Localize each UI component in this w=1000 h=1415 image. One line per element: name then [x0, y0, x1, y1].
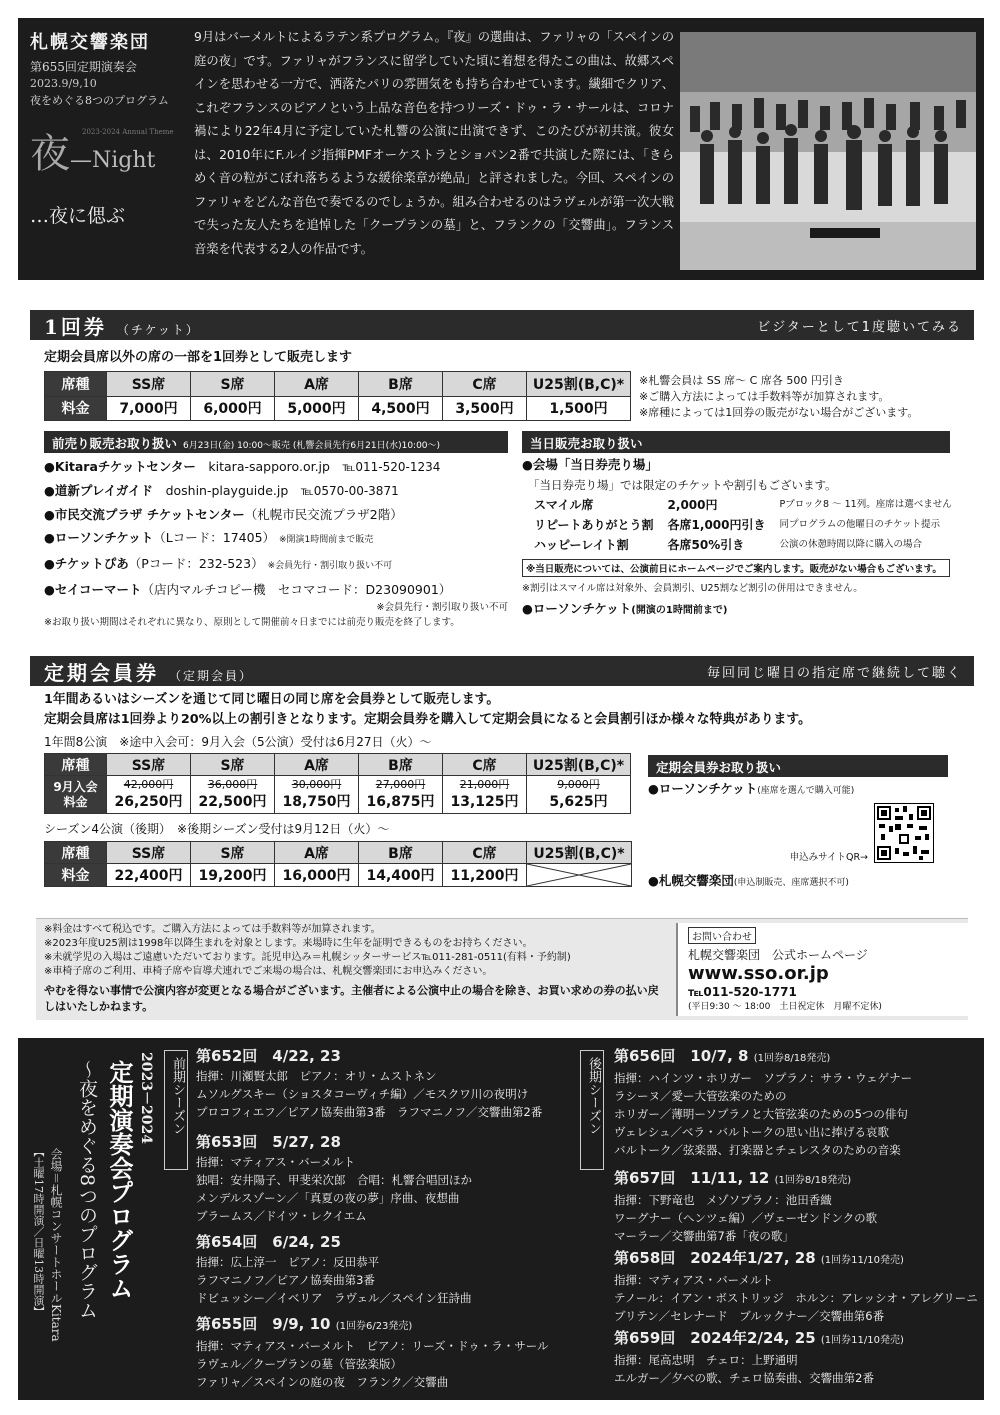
tagline: …夜に偲ぶ [30, 205, 126, 227]
concert-line: ラヴェル／クープランの墓（管弦楽版） [196, 1357, 402, 1371]
presale-title: 前売り販売お取り扱い [52, 436, 178, 451]
member-handling-lawson: ●ローソンチケット(座席を選んで購入可能) [648, 781, 855, 796]
member-notes-box [36, 918, 968, 1020]
program-times: 【土曜17時開演／日曜13時開演】 [32, 1146, 45, 1317]
seat-a: A席 [275, 754, 359, 776]
concert-657 [614, 1168, 877, 1245]
seat-c: C席 [443, 372, 527, 397]
dayof-venue: ●会場「当日券売り場」 [522, 457, 658, 472]
doshin-url-link[interactable]: doshin-playguide.jp [165, 483, 289, 498]
concert-line: ブリテン／セレナード ブルックナー／交響曲第6番 [614, 1309, 885, 1323]
single-price-notes [639, 371, 918, 421]
presale-item-plaza: ●市民交流プラザ チケットセンター（札幌市民交流プラザ2階） [44, 507, 403, 522]
concert-659 [614, 1328, 904, 1387]
seat-u25: U25割(B,C)* [527, 372, 631, 397]
concert-656 [614, 1046, 912, 1159]
season-price-table [44, 841, 632, 887]
presale-header [44, 431, 508, 453]
member-lead-line: 1年間あるいはシーズンを通じて同じ曜日の同じ席を会員券として販売します。 [44, 692, 500, 707]
member-ticket-header [30, 656, 974, 686]
note-line: ※ご購入方法によっては手数料等が加算されます。 [639, 390, 890, 403]
price-c: 3,500円 [443, 396, 527, 421]
note-line: ※料金はすべて税込です。ご購入方法によっては手数料等が加算されます。 [44, 924, 381, 935]
concert-line: 指揮：マティアス・バーメルト ピアノ：リーズ・ドゥ・ラ・サール [196, 1339, 549, 1353]
concert-note: (1回券11/10発売) [820, 1335, 904, 1346]
concert-note: (1回券6/23発売) [335, 1321, 413, 1332]
contact-label: お問い合わせ [688, 927, 756, 944]
presale-item-seicomart: ●セイコーマート（店内マルチコピー機 セコマコード：D23090901） [44, 582, 452, 597]
concert-line: ブラームス／ドイツ・レクイエム [196, 1209, 367, 1223]
seat-type-header: 席種 [45, 842, 107, 864]
member-lead [44, 690, 974, 730]
single-ticket-lead: 定期会員席以外の席の一部を1回券として販売します [44, 350, 353, 365]
member-ticket-tagline: 毎回同じ曜日の指定席で継続して聴く [706, 665, 962, 681]
qr-code-icon[interactable] [874, 803, 934, 863]
contact-tel: ℡011-520-1771 [688, 985, 797, 999]
seat-type-header: 席種 [45, 372, 107, 397]
dayof-row: リピートありがとう割 各席1,000円引き 同プログラムの他曜日のチケット提示 [534, 518, 941, 532]
concert-line: プロコフィエフ／ピアノ協奏曲第3番 ラフマニノフ／交響曲第2番 [196, 1105, 543, 1119]
theme-english: Night [92, 148, 156, 173]
single-ticket-header [30, 310, 974, 340]
dayof-discount-table [526, 494, 960, 556]
contact-hours: (平日9:30 〜 18:00 土日祝定休 月曜不定休) [688, 1002, 882, 1012]
concert-title: 第655回 9/9, 10 [196, 1315, 331, 1333]
sep-price-s: 36,000円 22,500円 [191, 776, 275, 814]
seat-s: S席 [191, 754, 275, 776]
program-band [18, 1038, 984, 1400]
concert-line: 指揮：下野竜也 メゾソプラノ：池田香織 [614, 1193, 832, 1207]
kitara-url-link[interactable]: kitara-sapporo.or.jp [208, 459, 330, 474]
brand-block [30, 28, 190, 228]
member-handling-sso: ●札幌交響楽団(申込制販売、座席選択不可) [648, 873, 849, 888]
season-price-s: 19,200円 [191, 864, 275, 887]
concert-653 [196, 1132, 472, 1225]
sep-price-ss: 42,000円 26,250円 [107, 776, 191, 814]
concert-line: メンデルスゾーン／「真夏の夜の夢」序曲、夜想曲 [196, 1191, 460, 1205]
seat-b: B席 [359, 372, 443, 397]
intro-band [18, 18, 984, 280]
single-price-table [44, 371, 631, 421]
seat-a: A席 [275, 372, 359, 397]
dayof-intro: 「当日券売り場」では限定のチケットや割引もございます。 [528, 478, 837, 492]
concert-number: 第655回定期演奏会 [30, 60, 137, 74]
concert-title: 第652回 4/22, 23 [196, 1047, 341, 1065]
program-years: 2023－2024 [138, 1052, 154, 1144]
contact-name: 札幌交響楽団 公式ホームページ [688, 948, 868, 962]
member-tables [44, 753, 632, 895]
seat-s: S席 [191, 842, 275, 864]
dayof-lawson: ●ローソンチケット(開演の1時間前まで) [522, 601, 728, 616]
single-ticket-subtitle: （チケット） [116, 322, 200, 337]
concert-line: エルガー／夕べの歌、チェロ協奏曲、交響曲第2番 [614, 1371, 874, 1385]
seat-s: S席 [191, 372, 275, 397]
price-a: 5,000円 [275, 396, 359, 421]
orchestra-name: 札幌交響楽団 [30, 32, 150, 53]
concert-line: バルトーク／弦楽器、打楽器とチェレスタのための音楽 [614, 1143, 901, 1157]
sep-price-u25: 9,000円 5,625円 [527, 776, 631, 814]
dayof-note: ※割引はスマイル席は対象外、会員割引、U25割など割引の併用はできません。 [522, 583, 863, 594]
presale-item-kitara: ●Kitaraチケットセンター kitara-sapporo.or.jp ℡011-520-1234 [44, 459, 441, 474]
presale-panel [44, 431, 508, 632]
concert-note: (1回券8/18発売) [774, 1175, 852, 1186]
price-header: 料金 [45, 396, 107, 421]
concert-title: 第656回 10/7, 8 [614, 1047, 749, 1065]
seat-ss: SS席 [107, 842, 191, 864]
concert-658 [614, 1248, 978, 1325]
concert-line: ヴェレシュ／ベラ・バルトークの思い出に捧げる哀歌 [614, 1125, 890, 1139]
sep-join-header: 9月入会料金 [45, 776, 107, 814]
first-season-label-box [164, 1050, 188, 1170]
dayof-panel [522, 431, 950, 632]
orchestra-photo [680, 32, 976, 270]
second-season-label: 後期シーズン [586, 1057, 601, 1135]
concert-title: 第657回 11/11, 12 [614, 1169, 770, 1187]
dayof-row: ハッピーレイト割 各席50%引き 公演の休憩時間以降に購入の場合 [534, 538, 923, 552]
seat-u25: U25割(B,C)* [527, 842, 632, 864]
annual-label: 1年間8公演 ※途中入会可：9月入会（5公演）受付は6月27日（火）〜 [44, 735, 432, 749]
concert-note: (1回券11/10発売) [820, 1255, 904, 1266]
program-subtitle: 〜夜をめぐる8つのプログラム [76, 1060, 98, 1320]
concert-line: 独唱：安井陽子、甲斐栄次郎 合唱：札響合唱団ほか [196, 1173, 472, 1187]
program-venue: 会場＝札幌コンサートホールKitara [49, 1148, 63, 1342]
concert-line: 指揮：マティアス・バーメルト [196, 1155, 356, 1169]
price-header: 料金 [45, 864, 107, 887]
concert-line: 指揮：尾高忠明 チェロ：上野通明 [614, 1353, 798, 1367]
concert-line: ラシーヌ／愛ー大管弦楽のための [614, 1089, 787, 1103]
seat-c: C席 [443, 754, 527, 776]
concert-line: ワーグナー（ヘンツェ編）／ヴェーゼンドンクの歌 [614, 1211, 878, 1225]
season-price-c: 11,200円 [443, 864, 527, 887]
concert-title: 第654回 6/24, 25 [196, 1233, 341, 1251]
member-ticket-section [30, 656, 974, 1028]
notice-text: やむを得ない事情で公演内容が変更となる場合がございます。主催者による公演中止の場合を除き、お買い求めの券の払い戻しはいたしかねます。 [44, 984, 659, 1013]
seat-a: A席 [275, 842, 359, 864]
contact-url-link[interactable]: www.sso.or.jp [688, 963, 829, 984]
first-season-label: 前期シーズン [170, 1057, 185, 1135]
concert-line: ドビュッシー／イベリア ラヴェル／スペイン狂詩曲 [196, 1291, 472, 1305]
season-label: シーズン4公演（後期） ※後期シーズン受付は9月12日（火）〜 [44, 822, 390, 836]
season-price-a: 16,000円 [275, 864, 359, 887]
member-ticket-title: 定期会員券 [44, 660, 159, 685]
seat-c: C席 [443, 842, 527, 864]
seat-ss: SS席 [107, 372, 191, 397]
program-series: 夜をめぐる8つのプログラム [30, 94, 169, 107]
concert-line: ラフマニノフ／ピアノ協奏曲第3番 [196, 1273, 375, 1287]
presale-item-doshin: ●道新プレイガイド doshin-playguide.jp ℡0570-00-3871 [44, 483, 399, 498]
sep-price-c: 21,000円 13,125円 [443, 776, 527, 814]
member-ticket-subtitle: （定期会員） [169, 668, 254, 683]
member-notes [36, 919, 676, 1020]
concert-line: ホリガー／薄明ーソプラノと大管弦楽のための5つの俳句 [614, 1107, 908, 1121]
seat-type-header: 席種 [45, 754, 107, 776]
concert-line: ムソルグスキー（ショスタコーヴィチ編）／モスクワ川の夜明け [196, 1087, 529, 1101]
concert-line: 指揮：マティアス・バーメルト [614, 1273, 774, 1287]
note-line: ※札響会員は SS 席〜 C 席各 500 円引き [639, 374, 844, 387]
seat-b: B席 [359, 754, 443, 776]
presale-sub-note: ※会員先行・割引取り扱い不可 [376, 602, 508, 613]
concert-652 [196, 1046, 542, 1121]
concert-title: 第653回 5/27, 28 [196, 1133, 341, 1151]
single-ticket-section [30, 310, 974, 630]
concert-line: 指揮：ハインツ・ホリガー ソプラノ：サラ・ウェゲナー [614, 1071, 913, 1085]
concert-date: 2023.9/9,10 [30, 77, 97, 90]
qr-caption: 申込みサイトQR→ [789, 852, 868, 863]
sep-price-b: 27,000円 16,875円 [359, 776, 443, 814]
note-line: ※2023年度U25割は1998年以降生まれを対象とします。来場時に生年を証明できるものをお持ちください。 [44, 938, 533, 949]
seat-ss: SS席 [107, 754, 191, 776]
season-price-b: 14,400円 [359, 864, 443, 887]
concert-line: マーラー／交響曲第7番「夜の歌」 [614, 1229, 794, 1243]
single-ticket-title: 1回券 [44, 314, 107, 339]
concert-line: テノール：イアン・ボストリッジ ホルン：アレッシオ・アレグリーニ [614, 1291, 978, 1305]
intro-text: 9月はバーメルトによるラテン系プログラム。『夜』の選曲は、ファリャの「スペインの庭の夜」です。ファリャがフランスに留学していた頃に着想を得たこの曲は、故郷スペインを思わせる一方で、洒落たパリの雰囲気をも持ち合わせています。繊細でクリア、これぞフランスのピアノという上品な音色を持つリーズ・ドゥ・ラ・サールは、コロナ禍により22年4月に予定していた札響の公演に出演できず、このたびが初共演。彼女は、2010年にF.ルイジ指揮PMFオーケストラとショパン2番で共演した際には、「きらめく音の粒がこぼれ落ちるような緩徐楽章が絶品」と評されました。今回、スペインのファリャをどんな音色で奏でるのでしょうか。組み合わせるのはラヴェルが第一次大戦で失った友人たちを追悼した「クープランの墓」と、フランクの「交響曲」。フランス音楽を代表する2人の作品です。 [194, 30, 674, 256]
program-title: 定期演奏会プログラム [105, 1060, 134, 1300]
price-ss: 7,000円 [107, 396, 191, 421]
member-handling-header: 定期会員券お取り扱い [648, 755, 948, 777]
presale-item-lawson: ●ローソンチケット（Lコード：17405） ※開演1時間前まで販売 [44, 530, 374, 545]
concert-line: ファリャ／スペインの庭の夜 フランク／交響曲 [196, 1375, 449, 1389]
member-lead-line: 定期会員席は1回券より20%以上の割引きとなります。定期会員券を購入して定期会員になると会員割引ほか様々な特典があります。 [44, 712, 811, 727]
presale-foot-note: ※お取り扱い期間はそれぞれに異なり、原則として開催前々日までには前売り販売を終了します。 [44, 617, 460, 628]
concert-line: 指揮：川瀬賢太郎 ピアノ：オリ・ムストネン [196, 1069, 437, 1083]
presale-item-pia: ●チケットぴあ（Pコード：232-523） ※会員先行・割引取り扱い不可 [44, 556, 393, 571]
concert-655 [196, 1314, 549, 1391]
season-price-ss: 22,400円 [107, 864, 191, 887]
dayof-boxed-note: ※当日販売については、公演前日にホームページでご案内します。販売がない場合もございます。 [522, 559, 950, 577]
price-b: 4,500円 [359, 396, 443, 421]
theme-logo: 夜—Night 2023-2024 Annual Theme [30, 128, 174, 177]
concert-title: 第658回 2024年1/27, 28 [614, 1249, 816, 1267]
dayof-header: 当日販売お取り扱い [522, 431, 950, 453]
second-season-label-box [580, 1050, 604, 1170]
dayof-row: スマイル席 2,000円 Pブロック8 〜 11列。座席は選べません [534, 498, 952, 512]
concert-title: 第659回 2024年2/24, 25 [614, 1329, 816, 1347]
note-line: ※席種によっては1回券の販売がない場合がございます。 [639, 406, 919, 419]
concert-line: 指揮：広上淳一 ピアノ：反田恭平 [196, 1255, 380, 1269]
theme-kanji: 夜 [30, 131, 70, 177]
member-handling-panel [648, 753, 948, 895]
presale-date: 6月23日(金) 10:00〜販売 (札響会員先行6月21日(水)10:00〜) [183, 441, 441, 451]
price-u25: 1,500円 [527, 396, 631, 421]
note-line: ※車椅子席のご利用、車椅子席や盲導犬連れでご来場の場合は、札幌交響楽団にお申込みください。 [44, 966, 493, 977]
annual-price-table [44, 753, 631, 814]
concert-654 [196, 1232, 472, 1307]
season-price-u25-na [527, 864, 632, 887]
sep-price-a: 30,000円 18,750円 [275, 776, 359, 814]
price-s: 6,000円 [191, 396, 275, 421]
concert-note: (1回券8/18発売) [753, 1053, 831, 1064]
seat-u25: U25割(B,C)* [527, 754, 631, 776]
seat-b: B席 [359, 842, 443, 864]
single-ticket-tagline: ビジターとして1度聴いてみる [757, 319, 962, 335]
theme-small: 2023-2024 Annual Theme [82, 128, 174, 136]
note-line: ※未就学児の入場はご遠慮いただいております。託児申込み＝札幌シッターサービス℡011-281-0511(有料・予約制) [44, 952, 571, 963]
contact-box [676, 923, 968, 1016]
